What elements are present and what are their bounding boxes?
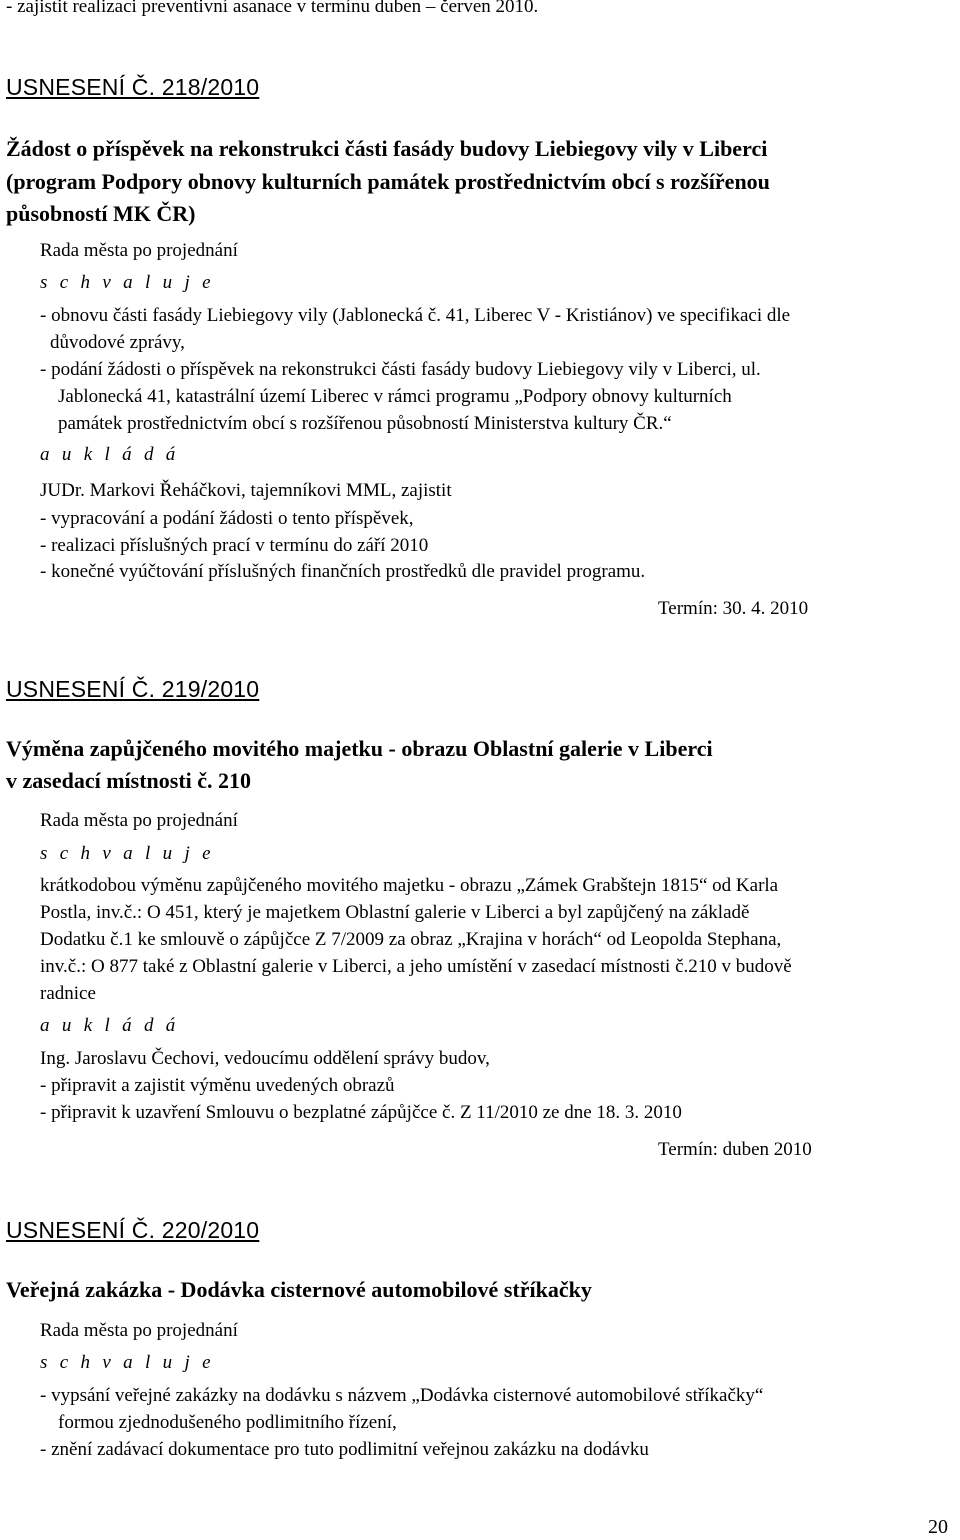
resolution-heading: USNESENÍ Č. 219/2010 [6, 676, 260, 702]
resolution-title-line: Žádost o příspěvek na rekonstrukci části fasády budovy Liebiegovy vily v Liberci [6, 136, 768, 161]
task-line: - konečné vyúčtování příslušných finančních prostředků dle pravidel programu. [40, 561, 646, 582]
task-line: - realizaci příslušných prací v termínu do září 2010 [40, 535, 429, 556]
approved-item-line: Jablonecká 41, katastrální území Liberec v rámci programu „Podpory obnovy kulturních [58, 386, 732, 407]
deadline-text: Termín: 30. 4. 2010 [658, 598, 809, 619]
resolution-title-line: Výměna zapůjčeného movitého majetku - obrazu Oblastní galerie v Liberci [6, 736, 713, 761]
instructs-keyword: a u k l á d á [40, 444, 180, 465]
resolution-title-line: (program Podpory obnovy kulturních památek prostřednictvím obcí s rozšířenou [6, 169, 770, 194]
approved-item-line: - obnovu části fasády Liebiegovy vily (Jablonecká č. 41, Liberec V - Kristiánov) ve specifikaci dle [40, 305, 791, 326]
assignee-text: Ing. Jaroslavu Čechovi, vedoucímu oddělení správy budov, [40, 1048, 490, 1069]
task-line: - připravit a zajistit výměnu uvedených obrazů [40, 1075, 395, 1096]
carryover-line: - zajistit realizaci preventivní asanace v termínu duben – červen 2010. [6, 0, 539, 17]
resolution-title-line: v zasedací místnosti č. 210 [6, 768, 252, 793]
body-line: krátkodobou výměnu zapůjčeného movitého majetku - obrazu „Zámek Grabštejn 1815“ od Karla [40, 875, 779, 896]
council-text: Rada města po projednání [40, 810, 238, 831]
task-line: - vypracování a podání žádosti o tento příspěvek, [40, 508, 414, 529]
approves-keyword: s c h v a l u j e [40, 843, 215, 864]
deadline-text: Termín: duben 2010 [658, 1139, 812, 1160]
council-text: Rada města po projednání [40, 240, 238, 261]
page-number: 20 [928, 1516, 948, 1538]
assignee-text: JUDr. Markovi Řeháčkovi, tajemníkovi MML, zajistit [40, 480, 452, 501]
body-line: Postla, inv.č.: O 451, který je majetkem Oblastní galerie v Liberci a byl zapůjčený na základě [40, 902, 750, 923]
body-line: inv.č.: O 877 také z Oblastní galerie v Liberci, a jeho umístění v zasedací místnosti č.210 v budově [40, 956, 792, 977]
approved-item-line: památek prostřednictvím obcí s rozšířenou působností Ministerstva kultury ČR.“ [58, 413, 672, 434]
resolution-title-line: působností MK ČR) [6, 201, 196, 226]
approves-keyword: s c h v a l u j e [40, 1352, 215, 1373]
approved-item-line: formou zjednodušeného podlimitního řízení, [58, 1412, 397, 1433]
task-line: - připravit k uzavření Smlouvu o bezplatné zápůjčce č. Z 11/2010 ze dne 18. 3. 2010 [40, 1102, 682, 1123]
resolution-heading: USNESENÍ Č. 218/2010 [6, 74, 260, 100]
resolution-heading: USNESENÍ Č. 220/2010 [6, 1217, 260, 1243]
approved-item-line: - podání žádosti o příspěvek na rekonstrukci části fasády budovy Liebiegovy vily v Liberci, ul. [40, 359, 761, 380]
approved-item-line: - znění zadávací dokumentace pro tuto podlimitní veřejnou zakázku na dodávku [40, 1439, 649, 1460]
resolution-title-line: Veřejná zakázka - Dodávka cisternové automobilové stříkačky [6, 1277, 592, 1302]
approved-item-line: důvodové zprávy, [50, 332, 185, 353]
approves-keyword: s c h v a l u j e [40, 272, 215, 293]
body-line: radnice [40, 983, 96, 1004]
instructs-keyword: a u k l á d á [40, 1015, 180, 1036]
body-line: Dodatku č.1 ke smlouvě o zápůjčce Z 7/2009 za obraz „Krajina v horách“ od Leopolda Stephana, [40, 929, 782, 950]
approved-item-line: - vypsání veřejné zakázky na dodávku s názvem „Dodávka cisternové automobilové stříkačky“ [40, 1385, 764, 1406]
council-text: Rada města po projednání [40, 1320, 238, 1341]
